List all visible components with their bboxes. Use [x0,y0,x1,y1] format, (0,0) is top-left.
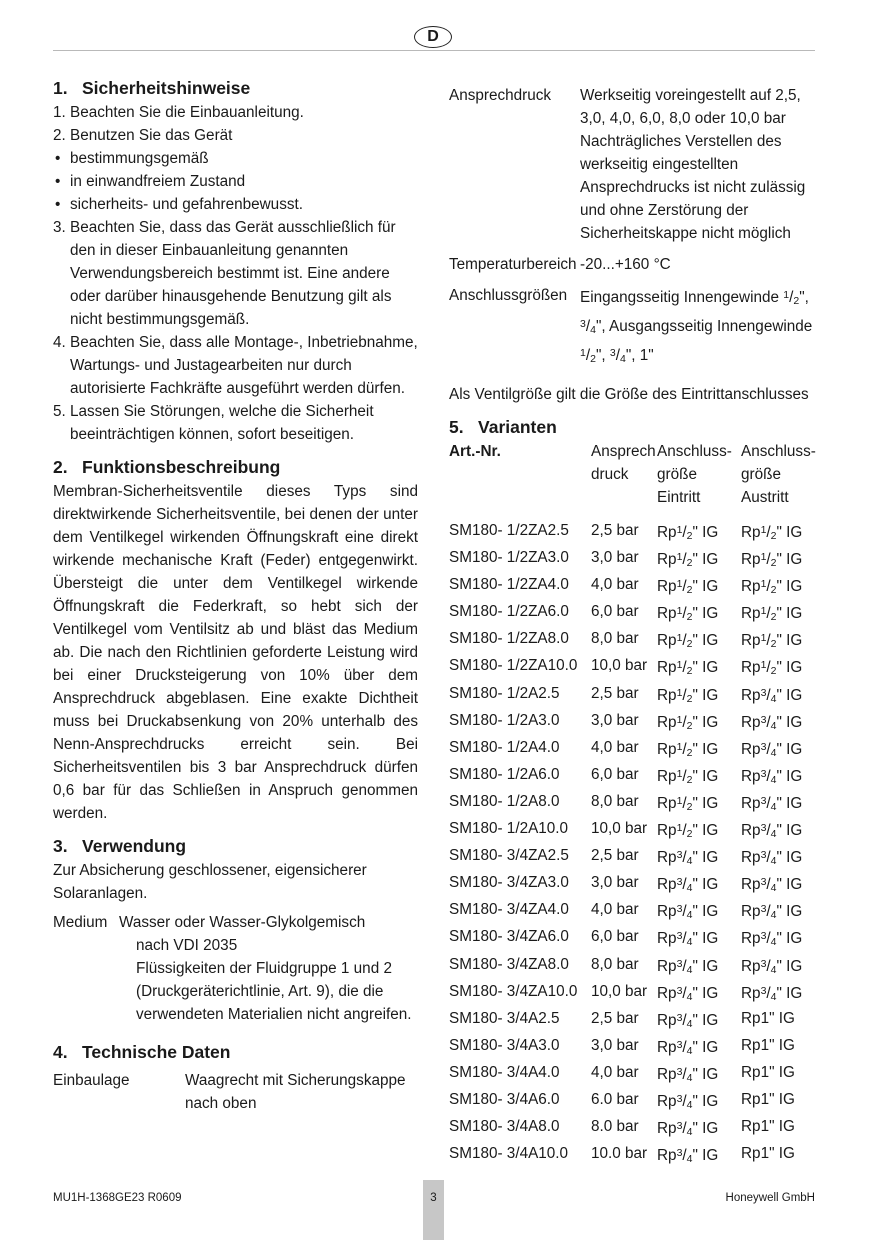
ansprechdruck-value: Werkseitig voreingestellt auf 2,5, 3,0, 4,0, 6,0, 8,0 oder 10,0 bar Nachträgliches Verstellen des werkseitig eingestellten Ansprechdrucks ist nicht zulässig und ohne Zerstörung der Sicherheitskappe nicht möglich [580,87,806,242]
cell-eintritt: Rp$^3$/4" IG [657,1147,719,1166]
list-item: 3. Beachten Sie, dass das Gerät ausschließlich für den in dieser Einbauanleitung genannten Verwendungsbereich bestimmt ist. Eine andere oder darüber hinausgehende Benutzung gilt als nicht bestimmungsgemäß. [53,219,396,328]
cell-art: SM180- 1/2ZA8.0 [449,630,569,648]
medium-key: Medium [53,914,108,931]
table-row [449,896,821,923]
list-item: • sicherheits- und gefahrenbewusst. [55,196,303,213]
table-row [449,1140,821,1167]
cell-austritt: Rp$^3$/4" IG [741,686,803,705]
cell-art: SM180- 1/2ZA6.0 [449,603,569,621]
company-name: Honeywell GmbH [725,1192,815,1204]
cell-eintritt: Rp$^1$/2" IG [657,632,719,651]
cell-art: SM180- 3/4ZA2.5 [449,847,569,865]
table-row [449,1113,821,1140]
cell-austritt: Rp$^1$/2" IG [741,659,803,678]
cell-austritt: Rp1" IG [741,1090,795,1108]
variants-header [449,440,821,509]
einbaulage-row [53,1069,418,1115]
cell-eintritt: Rp$^1$/2" IG [657,794,719,813]
cell-art: SM180- 1/2A10.0 [449,820,569,838]
cell-druck: 10,0 bar [591,657,648,675]
cell-druck: 3,0 bar [591,1036,639,1054]
table-row [449,544,821,571]
cell-austritt: Rp$^1$/2" IG [741,605,803,624]
table-row [449,734,821,761]
einbaulage-key: Einbaulage [53,1072,130,1089]
cell-austritt: Rp1" IG [741,1118,795,1136]
medium-row [53,911,418,1026]
table-row [449,1086,821,1113]
section-title: 1. Sicherheitshinweise [53,78,251,98]
col-header-art: Art.-Nr. [449,443,501,460]
temperature-key: Temperaturbereich [449,256,577,273]
list-item: 5. Lassen Sie Störungen, welche die Sicherheit beeinträchtigen können, sofort beseitigen. [53,403,374,443]
connection-row [449,284,821,371]
right-column [449,84,821,1167]
table-row [449,517,821,544]
cell-art: SM180- 1/2A8.0 [449,792,560,810]
col-header-druck: Ansprech druck [591,443,656,483]
cell-druck: 4,0 bar [591,1063,639,1081]
cell-austritt: Rp$^3$/4" IG [741,713,803,732]
table-row [449,707,821,734]
section-function [53,455,418,825]
cell-art: SM180- 3/4A6.0 [449,1090,560,1108]
cell-eintritt: Rp$^1$/2" IG [657,578,719,597]
temperature-value: -20...+160 °C [580,256,671,273]
list-item: 1. Beachten Sie die Einbauanleitung. [53,104,304,121]
cell-art: SM180- 3/4ZA4.0 [449,901,569,919]
left-column [53,76,418,1115]
section-safety [53,76,418,446]
function-text: Membran-Sicherheitsventile dieses Typs sind direktwirkende Sicherheitsventile, bei denen der unter dem Ventilkegel wirkenden Öffnungskraft eine direkt wirkende mechanische Kraft (Feder) entgegenwirkt. Übersteigt die unter dem Ventilkegel wirkende Öffnungskraft die Federkraft, so hebt sich der Ventilkegel vom Ventilsitz ab und bläst das Medium ab. Die nach den Richtlinien geforderte Leistung wird bei einer Drucksteigerung von 10% über dem Ansprechdruck abgeblasen. Eine exakte Dichtheit muss bei Druckabsenkung von 20% unterhalb des Nenn-Ansprechdrucks erreicht sein. Bei Sicherheitsventilen bis 3 bar Ansprechdruck dürfen 0,6 bar für das Schließen in Anspruch genommen werden. [53,483,418,822]
cell-art: SM180- 1/2A2.5 [449,684,560,702]
cell-art: SM180- 1/2ZA10.0 [449,657,578,675]
temperature-row [449,253,821,276]
cell-eintritt: Rp$^1$/2" IG [657,605,719,624]
list-item: • bestimmungsgemäß [55,150,209,167]
section-title: 3. Verwendung [53,836,187,856]
cell-eintritt: Rp$^3$/4" IG [657,957,719,976]
ansprechdruck-row [449,84,821,245]
cell-druck: 3,0 bar [591,874,639,892]
cell-druck: 8,0 bar [591,792,639,810]
cell-austritt: Rp$^3$/4" IG [741,794,803,813]
cell-eintritt: Rp$^3$/4" IG [657,1092,719,1111]
cell-druck: 8,0 bar [591,630,639,648]
cell-druck: 3,0 bar [591,549,639,567]
document-id: MU1H-1368GE23 R0609 [53,1192,182,1204]
cell-druck: 3,0 bar [591,711,639,729]
einbaulage-value: Waagrecht mit Sicherungskappe nach oben [185,1072,406,1112]
cell-austritt: Rp1" IG [741,1009,795,1027]
list-item: • in einwandfreiem Zustand [55,173,246,190]
cell-druck: 4,0 bar [591,901,639,919]
table-row [449,1005,821,1032]
cell-druck: 6,0 bar [591,928,639,946]
cell-druck: 10.0 bar [591,1145,648,1163]
usage-text: Zur Absicherung geschlossener, eigensicherer Solaranlagen. [53,862,367,902]
page-number: 3 [423,1180,444,1240]
cell-druck: 8,0 bar [591,955,639,973]
cell-austritt: Rp$^1$/2" IG [741,632,803,651]
cell-eintritt: Rp$^1$/2" IG [657,822,719,841]
cell-art: SM180- 1/2ZA4.0 [449,576,569,594]
table-row [449,869,821,896]
table-row [449,923,821,950]
section-title: 2. Funktionsbeschreibung [53,457,281,477]
cell-eintritt: Rp$^3$/4" IG [657,984,719,1003]
table-row [449,598,821,625]
cell-druck: 8.0 bar [591,1118,639,1136]
cell-eintritt: Rp$^1$/2" IG [657,740,719,759]
table-row [449,652,821,679]
table-row [449,761,821,788]
cell-art: SM180- 1/2ZA3.0 [449,549,569,567]
cell-eintritt: Rp$^1$/2" IG [657,551,719,570]
cell-art: SM180- 3/4A10.0 [449,1145,569,1163]
cell-eintritt: Rp$^1$/2" IG [657,686,719,705]
cell-druck: 2,5 bar [591,847,639,865]
cell-art: SM180- 1/2A3.0 [449,711,560,729]
cell-austritt: Rp1" IG [741,1036,795,1054]
ansprechdruck-key: Ansprechdruck [449,87,552,104]
cell-austritt: Rp$^1$/2" IG [741,524,803,542]
cell-eintritt: Rp$^1$/2" IG [657,659,719,678]
table-row [449,788,821,815]
cell-druck: 6,0 bar [591,603,639,621]
cell-austritt: Rp$^3$/4" IG [741,767,803,786]
cell-austritt: Rp$^3$/4" IG [741,903,803,922]
section-title: 4. Technische Daten [53,1042,231,1062]
cell-druck: 6,0 bar [591,765,639,783]
cell-austritt: Rp$^1$/2" IG [741,578,803,597]
cell-eintritt: Rp$^3$/4" IG [657,1120,719,1139]
section-title: 5. Varianten [449,417,557,437]
cell-druck: 10,0 bar [591,982,648,1000]
cell-austritt: Rp$^3$/4" IG [741,957,803,976]
cell-eintritt: Rp$^3$/4" IG [657,903,719,922]
list-item: 4. Beachten Sie, dass alle Montage-, Inbetriebnahme, Wartungs- und Justagearbeiten nur durch autorisierte Fachkräfte ausgeführt werden dürfen. [53,334,418,397]
cell-austritt: Rp1" IG [741,1063,795,1081]
cell-eintritt: Rp$^3$/4" IG [657,849,719,868]
table-row [449,978,821,1005]
cell-art: SM180- 3/4ZA10.0 [449,982,578,1000]
cell-art: SM180- 3/4A2.5 [449,1009,560,1027]
medium-value: Wasser oder Wasser-Glykolgemisch nach VDI 2035 Flüssigkeiten der Fluidgruppe 1 und 2 (Druckgeräterichtlinie, Art. 9), die die verwendeten Materialien nicht angreifen. [119,914,412,1023]
cell-art: SM180- 1/2ZA2.5 [449,522,569,539]
cell-druck: 4,0 bar [591,576,639,594]
table-row [449,1032,821,1059]
header-rule [53,50,815,51]
table-row [449,571,821,598]
list-item: 2. Benutzen Sie das Gerät [53,127,233,144]
cell-eintritt: Rp$^1$/2" IG [657,713,719,732]
cell-druck: 2,5 bar [591,522,639,539]
cell-druck: 4,0 bar [591,738,639,756]
cell-art: SM180- 1/2A6.0 [449,765,560,783]
cell-eintritt: Rp$^3$/4" IG [657,930,719,949]
table-row [449,951,821,978]
col-header-eintritt: Anschluss- größe Eintritt [657,443,732,506]
cell-austritt: Rp$^1$/2" IG [741,551,803,570]
cell-art: SM180- 3/4A4.0 [449,1063,560,1081]
section-technical [53,1040,418,1115]
cell-eintritt: Rp$^3$/4" IG [657,1038,719,1057]
table-row [449,842,821,869]
cell-austritt: Rp$^3$/4" IG [741,740,803,759]
cell-druck: 2,5 bar [591,1009,639,1027]
cell-art: SM180- 3/4ZA8.0 [449,955,569,973]
section-usage [53,834,418,1026]
section-variants [449,415,821,1167]
cell-austritt: Rp$^3$/4" IG [741,822,803,841]
cell-druck: 6.0 bar [591,1090,639,1108]
cell-austritt: Rp$^3$/4" IG [741,849,803,868]
cell-druck: 2,5 bar [591,684,639,702]
cell-druck: 10,0 bar [591,820,648,838]
connection-value: Eingangsseitig Innengewinde $^1$/2", $^3$/4", Ausgangsseitig Innengewinde $^1$/2", $^3$/4", 1" [580,289,813,365]
table-row [449,680,821,707]
cell-eintritt: Rp$^1$/2" IG [657,767,719,786]
cell-eintritt: Rp$^1$/2" IG [657,524,719,542]
table-row [449,625,821,652]
cell-austritt: Rp$^3$/4" IG [741,930,803,949]
table-row [449,815,821,842]
cell-art: SM180- 3/4ZA6.0 [449,928,569,946]
cell-austritt: Rp$^3$/4" IG [741,984,803,1003]
cell-austritt: Rp$^3$/4" IG [741,876,803,895]
valve-size-note: Als Ventilgröße gilt die Größe des Eintrittanschlusses [449,386,809,403]
cell-art: SM180- 1/2A4.0 [449,738,560,756]
cell-eintritt: Rp$^3$/4" IG [657,1065,719,1084]
col-header-austritt: Anschluss- größe Austritt [741,443,816,506]
cell-austritt: Rp1" IG [741,1145,795,1163]
language-badge: D [414,26,452,48]
cell-art: SM180- 3/4A3.0 [449,1036,560,1054]
cell-eintritt: Rp$^3$/4" IG [657,1011,719,1030]
cell-eintritt: Rp$^3$/4" IG [657,876,719,895]
cell-art: SM180- 3/4ZA3.0 [449,874,569,892]
table-row [449,1059,821,1086]
variants-table [449,517,821,1167]
cell-art: SM180- 3/4A8.0 [449,1118,560,1136]
connection-key: Anschlussgrößen [449,287,568,304]
